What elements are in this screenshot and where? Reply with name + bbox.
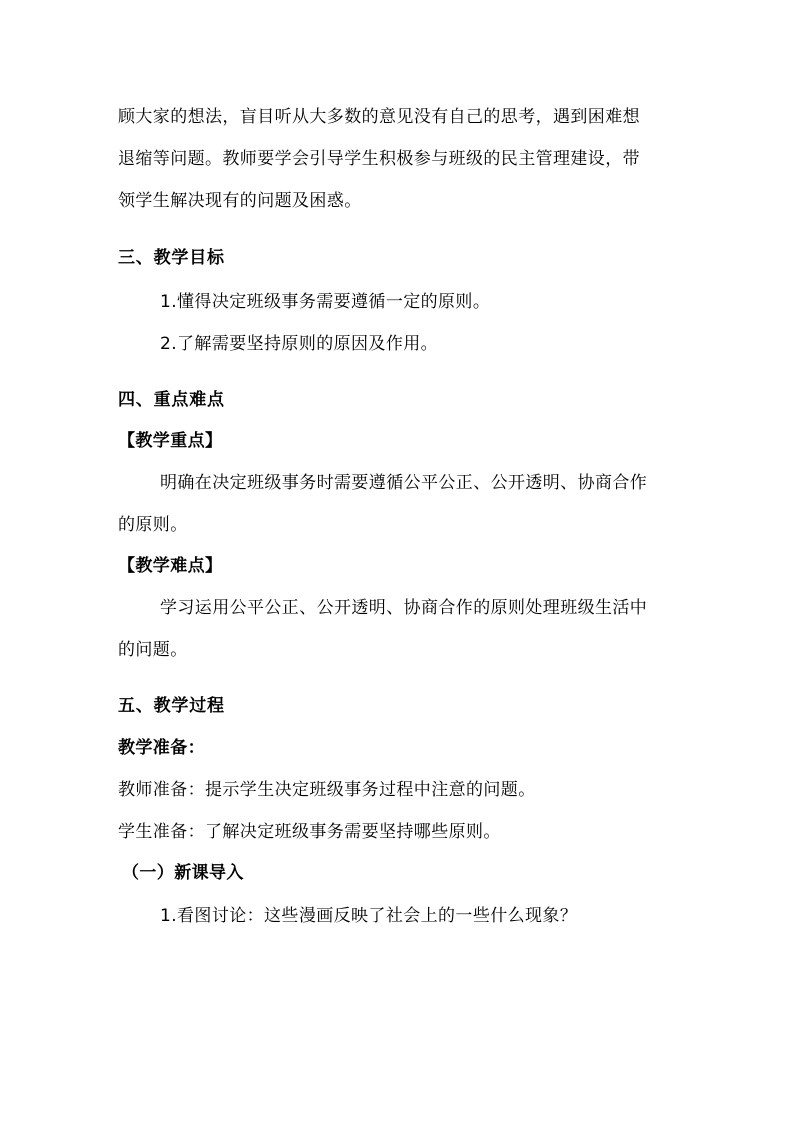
part-1-heading: （一）新课导入 [122, 863, 244, 883]
key-point-line-1: 明确在决定班级事务时需要遵循公平公正、公开透明、协商合作 [160, 473, 648, 493]
section-4-heading: 四、重点难点 [118, 390, 225, 410]
preparation-label: 教学准备： [118, 738, 205, 758]
difficulty-line-2: 的问题。 [118, 640, 188, 660]
key-point-line-2: 的原则。 [118, 515, 188, 535]
key-point-label: 【教学重点】 [118, 431, 223, 451]
objective-item-2: 2.了解需要坚持原则的原因及作用。 [160, 334, 439, 354]
student-preparation: 学生准备：了解决定班级事务需要坚持哪些原则。 [118, 822, 501, 842]
part-1-item-1: 1.看图讨论：这些漫画反映了社会上的一些什么现象？ [160, 906, 578, 926]
objective-item-1: 1.懂得决定班级事务需要遵循一定的原则。 [160, 292, 491, 312]
paragraph-line-3: 领学生解决现有的问题及困惑。 [118, 191, 362, 211]
difficulty-label: 【教学难点】 [118, 556, 223, 576]
difficulty-line-1: 学习运用公平公正、公开透明、协商合作的原则处理班级生活中 [160, 598, 648, 618]
paragraph-line-1: 顾大家的想法，盲目听从大多数的意见没有自己的思考，遇到困难想 [118, 107, 640, 127]
section-5-heading: 五、教学过程 [118, 696, 225, 716]
paragraph-line-2: 退缩等问题。教师要学会引导学生积极参与班级的民主管理建设，带 [118, 149, 640, 169]
section-3-heading: 三、教学目标 [118, 248, 225, 268]
teacher-preparation: 教师准备：提示学生决定班级事务过程中注意的问题。 [118, 780, 536, 800]
